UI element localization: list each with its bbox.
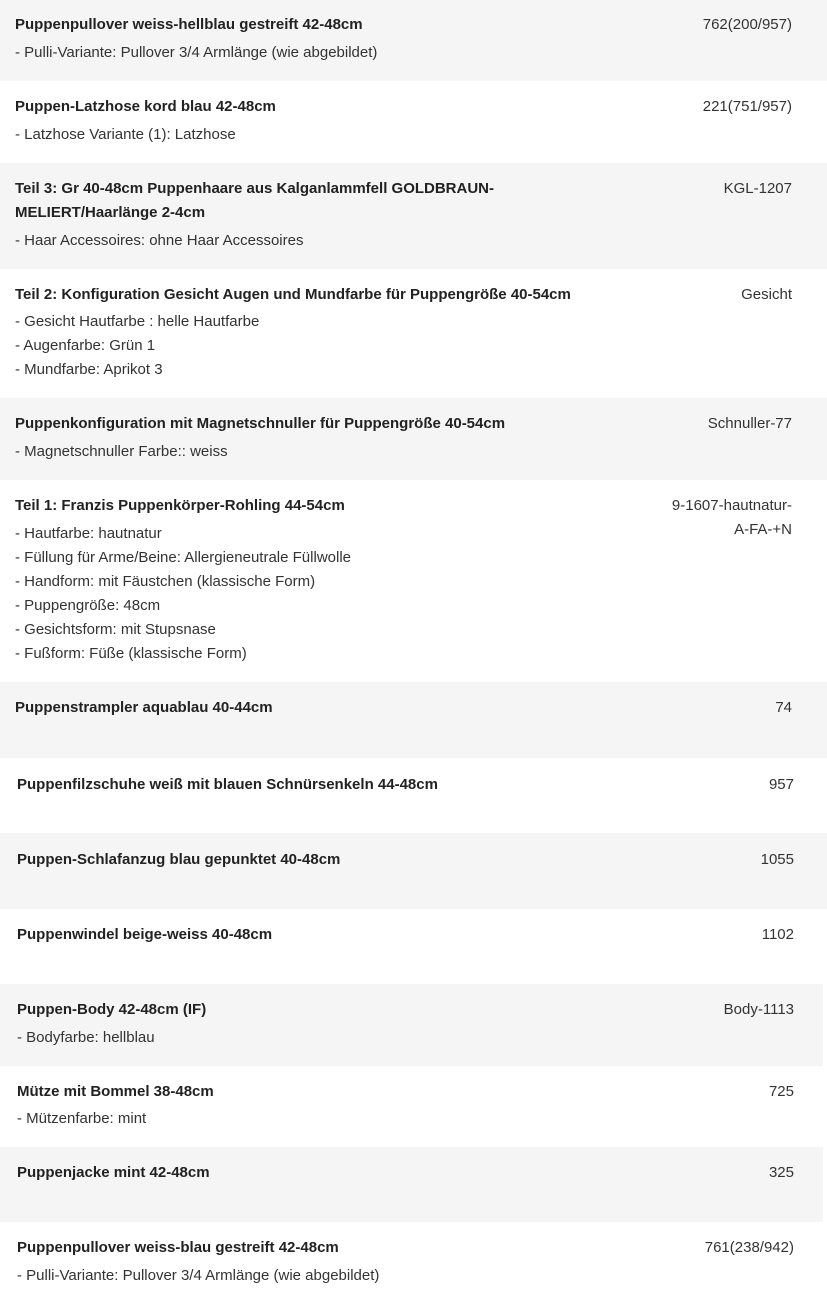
item-option: - Gesichtsform: mit Stupsnase xyxy=(15,621,216,638)
item-sku-line: KGL-1207 xyxy=(723,180,792,197)
item-sku-line: 221(751/957) xyxy=(702,98,792,115)
item-sku-line: 74 xyxy=(775,699,792,716)
item-sku-line: Body-1113 xyxy=(723,1001,794,1018)
item-title-line: Puppenstrampler aquablau 40-44cm xyxy=(15,699,273,716)
item-option: - Mundfarbe: Aprikot 3 xyxy=(15,361,163,378)
item-option: - Pulli-Variante: Pullover 3/4 Armlänge (wie abgebildet) xyxy=(15,44,378,61)
item-options xyxy=(15,123,236,147)
item-title-line: Puppenfilzschuhe weiß mit blauen Schnürsenkeln 44-48cm xyxy=(17,776,438,793)
item-title xyxy=(17,1161,210,1185)
item-sku xyxy=(769,1080,794,1104)
item-sku xyxy=(724,998,794,1022)
item-sku-line: A-FA-+N xyxy=(734,521,792,538)
item-option: - Puppengröße: 48cm xyxy=(15,597,161,614)
item-sku xyxy=(769,1161,794,1185)
item-sku-line: Schnuller-77 xyxy=(707,415,792,432)
item-sku-line: 957 xyxy=(768,776,794,793)
item-sku-line: Gesicht xyxy=(741,286,792,303)
item-options xyxy=(15,229,303,253)
item-options xyxy=(15,440,228,464)
item-options xyxy=(15,522,351,666)
item-sku-line: 725 xyxy=(768,1083,794,1100)
item-options xyxy=(17,1026,155,1050)
item-options xyxy=(17,1264,379,1288)
item-sku xyxy=(741,283,792,307)
item-option: - Pulli-Variante: Pullover 3/4 Armlänge (wie abgebildet) xyxy=(17,1267,380,1284)
item-sku xyxy=(761,848,794,872)
item-title xyxy=(15,696,273,720)
item-sku xyxy=(769,773,794,797)
item-title xyxy=(15,95,276,119)
item-option: - Fußform: Füße (klassische Form) xyxy=(15,645,247,662)
order-item-row xyxy=(0,398,827,480)
item-option: - Hautfarbe: hautnatur xyxy=(15,525,162,542)
item-sku-line: 9-1607-hautnatur- xyxy=(671,497,792,514)
item-sku xyxy=(708,412,792,436)
order-item-row xyxy=(0,984,823,1066)
item-title xyxy=(15,177,494,225)
item-title-line: Puppen-Body 42-48cm (IF) xyxy=(17,1001,207,1018)
item-title-line: Teil 1: Franzis Puppenkörper-Rohling 44-54cm xyxy=(15,497,345,514)
item-title-line: Mütze mit Bommel 38-48cm xyxy=(17,1083,214,1100)
item-option: - Latzhose Variante (1): Latzhose xyxy=(15,126,236,143)
item-options xyxy=(15,41,377,65)
item-option: - Magnetschnuller Farbe:: weiss xyxy=(15,443,228,460)
item-title xyxy=(17,998,206,1022)
item-title-line: Teil 3: Gr 40-48cm Puppenhaare aus Kalganlammfell GOLDBRAUN- xyxy=(15,180,495,197)
item-sku-line: 325 xyxy=(768,1164,794,1181)
order-item-row xyxy=(0,81,827,163)
item-option: - Mützenfarbe: mint xyxy=(17,1110,147,1127)
item-options xyxy=(17,1107,146,1131)
item-option: - Füllung für Arme/Beine: Allergieneutrale Füllwolle xyxy=(15,549,351,566)
item-sku-line: 1102 xyxy=(761,926,794,943)
item-title-line: Puppenpullover weiss-hellblau gestreift 42-48cm xyxy=(15,16,363,33)
item-title-line: Puppenkonfiguration mit Magnetschnuller für Puppengröße 40-54cm xyxy=(15,415,506,432)
item-sku xyxy=(703,95,792,119)
item-title-line: Puppen-Latzhose kord blau 42-48cm xyxy=(15,98,276,115)
item-title-line: Puppenjacke mint 42-48cm xyxy=(17,1164,210,1181)
item-title-line: Puppenwindel beige-weiss 40-48cm xyxy=(17,926,273,943)
item-sku xyxy=(762,923,794,947)
item-title-line: MELIERT/Haarlänge 2-4cm xyxy=(15,204,206,221)
item-title xyxy=(17,923,272,947)
item-title xyxy=(17,1236,339,1260)
item-sku-line: 761(238/942) xyxy=(704,1239,794,1256)
item-title-line: Puppen-Schlafanzug blau gepunktet 40-48cm xyxy=(17,851,341,868)
item-option: - Haar Accessoires: ohne Haar Accessoires xyxy=(15,232,304,249)
item-title xyxy=(17,848,340,872)
item-option: - Augenfarbe: Grün 1 xyxy=(15,337,156,354)
item-sku xyxy=(705,1236,794,1260)
item-title-line: Teil 2: Konfiguration Gesicht Augen und Mundfarbe für Puppengröße 40-54cm xyxy=(15,286,571,303)
item-option: - Bodyfarbe: hellblau xyxy=(17,1029,155,1046)
item-options xyxy=(15,310,259,382)
item-title xyxy=(15,283,571,307)
item-sku-line: 762(200/957) xyxy=(702,16,792,33)
order-item-row xyxy=(0,682,827,758)
item-title xyxy=(17,773,438,797)
item-title-line: Puppenpullover weiss-blau gestreift 42-48cm xyxy=(17,1239,339,1256)
item-sku xyxy=(703,13,792,37)
item-sku xyxy=(724,177,792,201)
item-option: - Handform: mit Fäustchen (klassische Form) xyxy=(15,573,316,590)
item-sku-line: 1055 xyxy=(760,851,794,868)
item-title xyxy=(15,494,345,518)
item-option: - Gesicht Hautfarbe : helle Hautfarbe xyxy=(15,313,260,330)
item-title xyxy=(15,412,505,436)
item-sku xyxy=(672,494,792,542)
item-title xyxy=(15,13,363,37)
item-title xyxy=(17,1080,214,1104)
item-sku xyxy=(775,696,792,720)
